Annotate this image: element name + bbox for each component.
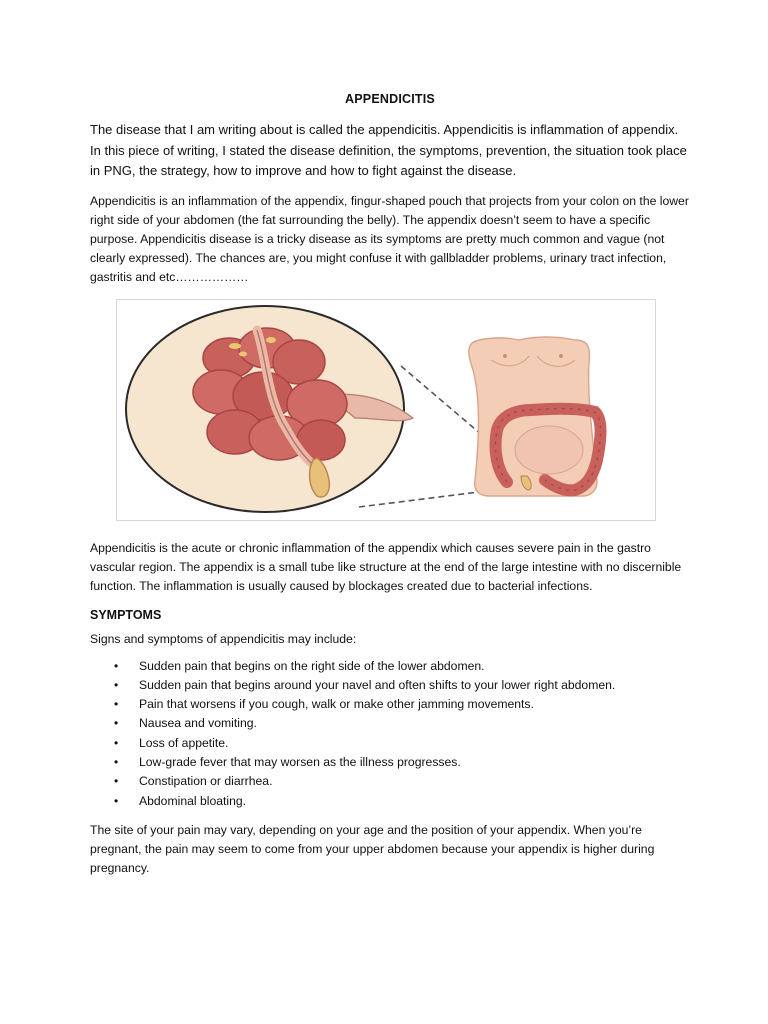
document-page (90, 92, 690, 878)
symptom-item (114, 734, 690, 753)
symptoms-heading: SYMPTOMS (90, 607, 162, 622)
symptoms-list (90, 657, 690, 811)
symptom-text: Sudden pain that begins on the right side of the lower abdomen. (139, 658, 485, 673)
definition-paragraph: Appendicitis is an inflammation of the appendix, fingur-shaped pouch that projects from your colon on the lower right side of your abdomen (the fat surrounding the belly). The appendix doesn’t seem to have a specific purpose. Appendicitis disease is a tricky disease as its symptoms are pretty much common and vague (not clearly expressed). The chances are, you might confuse it with gallbladder problems, urinary tract infection, gastritis and etc……………… (90, 193, 689, 284)
symptom-item (114, 657, 690, 676)
symptom-text: Nausea and vomiting. (139, 716, 257, 731)
appendix-illustration (116, 299, 656, 521)
symptom-text: Pain that worsens if you cough, walk or make other jamming movements. (139, 697, 534, 712)
bullet-icon: • (114, 754, 119, 769)
appendix-illustration-svg (117, 300, 655, 520)
bullet-icon: • (114, 793, 119, 808)
symptom-text: Loss of appetite. (139, 735, 229, 750)
symptom-text: Constipation or diarrhea. (139, 774, 273, 789)
symptom-item (114, 772, 690, 791)
document-title: APPENDICITIS (345, 92, 435, 106)
symptom-item (114, 695, 690, 714)
symptom-item (114, 676, 690, 695)
symptom-text: Sudden pain that begins around your navel and often shifts to your lower right abdomen. (139, 677, 616, 692)
bullet-icon: • (114, 716, 119, 731)
small-intestine (515, 426, 583, 474)
torso (469, 337, 597, 496)
bullet-icon: • (114, 677, 119, 692)
bullet-icon: • (114, 774, 119, 789)
symptom-item (114, 714, 690, 733)
intro-paragraph: The disease that I am writing about is called the appendicitis. Appendicitis is inflammation of appendix. In this piece of writing, I stated the disease definition, the symptoms, prevention, the situation took place in PNG, the strategy, how to improve and how to fight against the disease. (90, 122, 687, 178)
bullet-icon: • (114, 735, 119, 750)
symptom-text: Low-grade fever that may worsen as the illness progresses. (139, 754, 461, 769)
symptom-item (114, 792, 690, 811)
symptom-text: Abdominal bloating. (139, 793, 247, 808)
closing-paragraph: The site of your pain may vary, depending on your age and the position of your appendix. When you’re pregnant, the pain may seem to come from your upper abdomen because your appendix is higher during pregnancy. (90, 822, 655, 875)
symptoms-lead: Signs and symptoms of appendicitis may include: (90, 631, 357, 646)
bullet-icon: • (114, 697, 119, 712)
description-paragraph: Appendicitis is the acute or chronic inflammation of the appendix which causes severe pain in the gastro vascular region. The appendix is a small tube like structure at the end of the large intestine with no discernible function. The inflammation is usually caused by blockages created due to bacterial infections. (90, 540, 682, 593)
symptom-item (114, 753, 690, 772)
bullet-icon: • (114, 658, 119, 673)
